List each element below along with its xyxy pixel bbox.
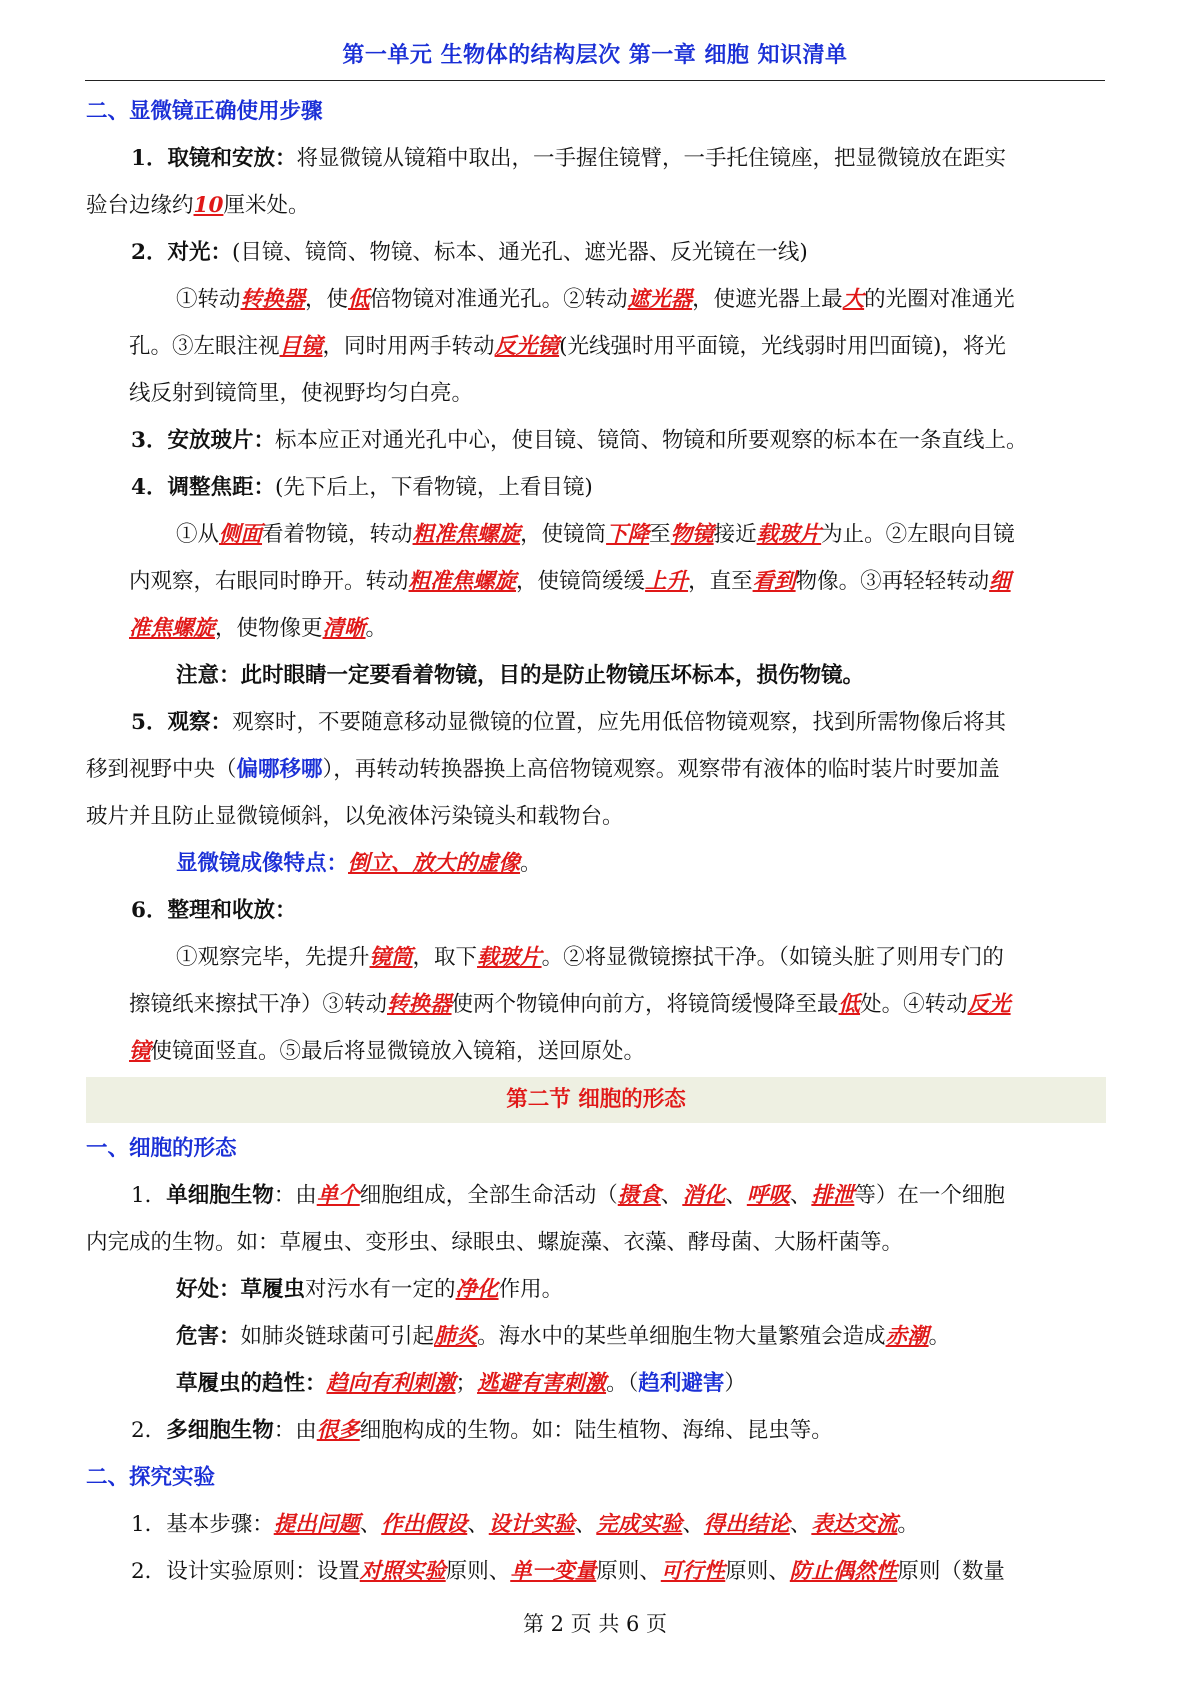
keyword: 完成实验: [596, 1512, 683, 1537]
keyword: 倒立、放大的虚像: [348, 851, 521, 876]
step-1-line-2: 验台边缘约10厘米处。: [86, 193, 310, 218]
keyword: 净化: [455, 1277, 499, 1302]
imaging-characteristics: 显微镜成像特点：倒立、放大的虚像。: [176, 851, 542, 876]
section-banner: [86, 1077, 1106, 1123]
benefit-line: 好处：草履虫对污水有一定的净化作用。: [176, 1277, 564, 1302]
keyword: 作出假设: [381, 1512, 468, 1537]
keyword: 转换器: [240, 287, 306, 312]
keyword: 防止偶然性: [789, 1559, 898, 1584]
keyword: 转换器: [387, 992, 452, 1017]
step-6-detail-2: 擦镜纸来擦拭干净）③转动转换器使两个物镜伸向前方，将镜筒缓慢降至最低处。④转动反光: [129, 992, 1011, 1017]
keyword: 低: [838, 992, 861, 1017]
step-2-detail-2: 孔。③左眼注视目镜，同时用两手转动反光镜(光线强时用平面镜，光线弱时用凹面镜)，将光: [129, 334, 1006, 359]
step-label: 安放玻片：: [167, 428, 275, 453]
term-label: 多细胞生物: [166, 1418, 274, 1443]
keyword: 肺炎: [434, 1324, 478, 1349]
step-label: 整理和收放：: [167, 898, 297, 923]
term-label: 单细胞生物: [166, 1183, 274, 1208]
keyword: 提出问题: [273, 1512, 360, 1537]
keyword: 大: [842, 287, 865, 312]
harm-line: 危害：如肺炎链球菌可引起肺炎。海水中的某些单细胞生物大量繁殖会造成赤潮。: [176, 1324, 951, 1349]
keyword: 单一变量: [510, 1559, 597, 1584]
keyword: 侧面: [219, 522, 263, 547]
page-title: 第一单元 生物体的结构层次 第一章 细胞 知识清单: [342, 43, 848, 68]
blue-label: 显微镜成像特点：: [176, 851, 349, 876]
keyword: 下降: [606, 522, 650, 547]
keyword: 镜: [129, 1039, 151, 1064]
keyword: 上升: [645, 569, 689, 594]
multicellular-line: 2．多细胞生物：由很多细胞构成的生物。如：陆生植物、海绵、昆虫等。: [131, 1418, 833, 1443]
keyword: 趋向有利刺激: [326, 1371, 456, 1396]
keyword: 细: [989, 569, 1011, 594]
unicellular-line-2: 内完成的生物。如：草履虫、变形虫、绿眼虫、螺旋藻、衣藻、酵母菌、大肠杆菌等。: [86, 1230, 904, 1255]
keyword: 呼吸: [746, 1183, 790, 1208]
step-4-detail-3: 准焦螺旋，使物像更清晰。: [129, 616, 388, 641]
section-heading-inquiry-experiment: 二、探究实验: [86, 1465, 216, 1490]
step-label: 对光：: [167, 240, 232, 265]
taxis-line: 草履虫的趋性：趋向有利刺激；逃避有害刺激。（趋利避害）: [176, 1371, 746, 1396]
step-label: 观察：: [167, 710, 232, 735]
step-2-line-1: 2．对光：(目镜、镜筒、物镜、标本、通光孔、遮光器、反光镜在一线): [131, 240, 808, 265]
step-6-detail-1: ①观察完毕，先提升镜筒，取下载玻片。②将显微镜擦拭干净。（如镜头脏了则用专门的: [176, 945, 1004, 970]
page-footer: [0, 1608, 1190, 1638]
step-5-line-2: 移到视野中央（偏哪移哪），再转动转换器换上高倍物镜观察。观察带有液体的临时装片时要加盖: [86, 757, 1000, 782]
keyword: 准焦螺旋: [129, 616, 216, 641]
keyword: 表达交流: [811, 1512, 898, 1537]
focus-note: 注意：此时眼睛一定要看着物镜，目的是防止物镜压坏标本，损伤物镜。: [176, 663, 865, 688]
step-4-detail-1: ①从侧面看着物镜，转动粗准焦螺旋，使镜筒下降至物镜接近载玻片为止。②左眼向目镜: [176, 522, 1015, 547]
keyword: 低: [348, 287, 370, 312]
unicellular-line-1: 1．单细胞生物：由单个细胞组成，全部生命活动（摄食、消化、呼吸、排泄等）在一个细胞: [131, 1183, 1005, 1208]
keyword: 清晰: [322, 616, 366, 641]
keyword: 载玻片: [477, 945, 542, 970]
step-label: 取镜和安放：: [167, 146, 297, 171]
section-banner-title: 第二节 细胞的形态: [506, 1087, 686, 1112]
step-2-detail-3: 线反射到镜筒里，使视野均匀白亮。: [129, 381, 474, 406]
keyword: 很多: [316, 1418, 360, 1443]
blue-keyword: 偏哪移哪: [236, 757, 323, 782]
inquiry-steps-line: 1．基本步骤：提出问题、作出假设、设计实验、完成实验、得出结论、表达交流。: [131, 1512, 919, 1537]
document-body: [86, 88, 1106, 1595]
keyword: 赤潮: [885, 1324, 929, 1349]
design-principles-line: 2．设计实验原则：设置对照实验原则、单一变量原则、可行性原则、防止偶然性原则（数量: [131, 1559, 1005, 1584]
step-label: 调整焦距：: [167, 475, 275, 500]
keyword: 摄食: [617, 1183, 661, 1208]
keyword: 镜筒: [369, 945, 413, 970]
step-3-line: 3．安放玻片：标本应正对通光孔中心，使目镜、镜筒、物镜和所要观察的标本在一条直线上。: [131, 428, 1028, 453]
keyword: 遮光器: [627, 287, 693, 312]
step-1-line-1: 1．取镜和安放：将显微镜从镜箱中取出，一手握住镜臂，一手托住镜座，把显微镜放在距实: [131, 146, 1006, 171]
keyword: 反光镜: [494, 334, 560, 359]
section-heading-cell-morphology: 一、细胞的形态: [86, 1136, 237, 1161]
keyword: 10: [193, 193, 224, 218]
keyword: 目镜: [279, 334, 323, 359]
keyword: 单个: [316, 1183, 360, 1208]
step-6-detail-3: 镜使镜面竖直。⑤最后将显微镜放入镜箱，送回原处。: [129, 1039, 646, 1064]
step-5-line-1: 5．观察：观察时，不要随意移动显微镜的位置，应先用低倍物镜观察，找到所需物像后将其: [131, 710, 1006, 735]
step-4-detail-2: 内观察，右眼同时睁开。转动粗准焦螺旋，使镜筒缓缓上升，直至看到物像。③再轻轻转动细: [129, 569, 1011, 594]
step-4-line-1: 4．调整焦距：(先下后上，下看物镜，上看目镜): [131, 475, 593, 500]
keyword: 对照实验: [359, 1559, 446, 1584]
step-2-detail-1: ①转动转换器，使低倍物镜对准通光孔。②转动遮光器，使遮光器上最大的光圈对准通光: [176, 287, 1015, 312]
keyword: 得出结论: [703, 1512, 790, 1537]
keyword: 设计实验: [488, 1512, 575, 1537]
keyword: 物镜: [670, 522, 714, 547]
keyword: 粗准焦螺旋: [412, 522, 521, 547]
page-header: [85, 28, 1105, 81]
keyword: 消化: [682, 1183, 726, 1208]
keyword: 粗准焦螺旋: [408, 569, 517, 594]
blue-keyword: 趋利避害: [638, 1371, 725, 1396]
keyword: 可行性: [660, 1559, 726, 1584]
keyword: 逃避有害刺激: [477, 1371, 607, 1396]
keyword: 反光: [967, 992, 1011, 1017]
step-5-line-3: 玻片并且防止显微镜倾斜，以免液体污染镜头和载物台。: [86, 804, 624, 829]
page-number: 第 2 页 共 6 页: [522, 1612, 668, 1636]
keyword: 排泄: [811, 1183, 855, 1208]
keyword: 看到: [752, 569, 796, 594]
section-heading-microscope-steps: 二、显微镜正确使用步骤: [86, 99, 323, 124]
step-6-line-1: 6．整理和收放：: [131, 898, 297, 923]
keyword: 载玻片: [756, 522, 822, 547]
